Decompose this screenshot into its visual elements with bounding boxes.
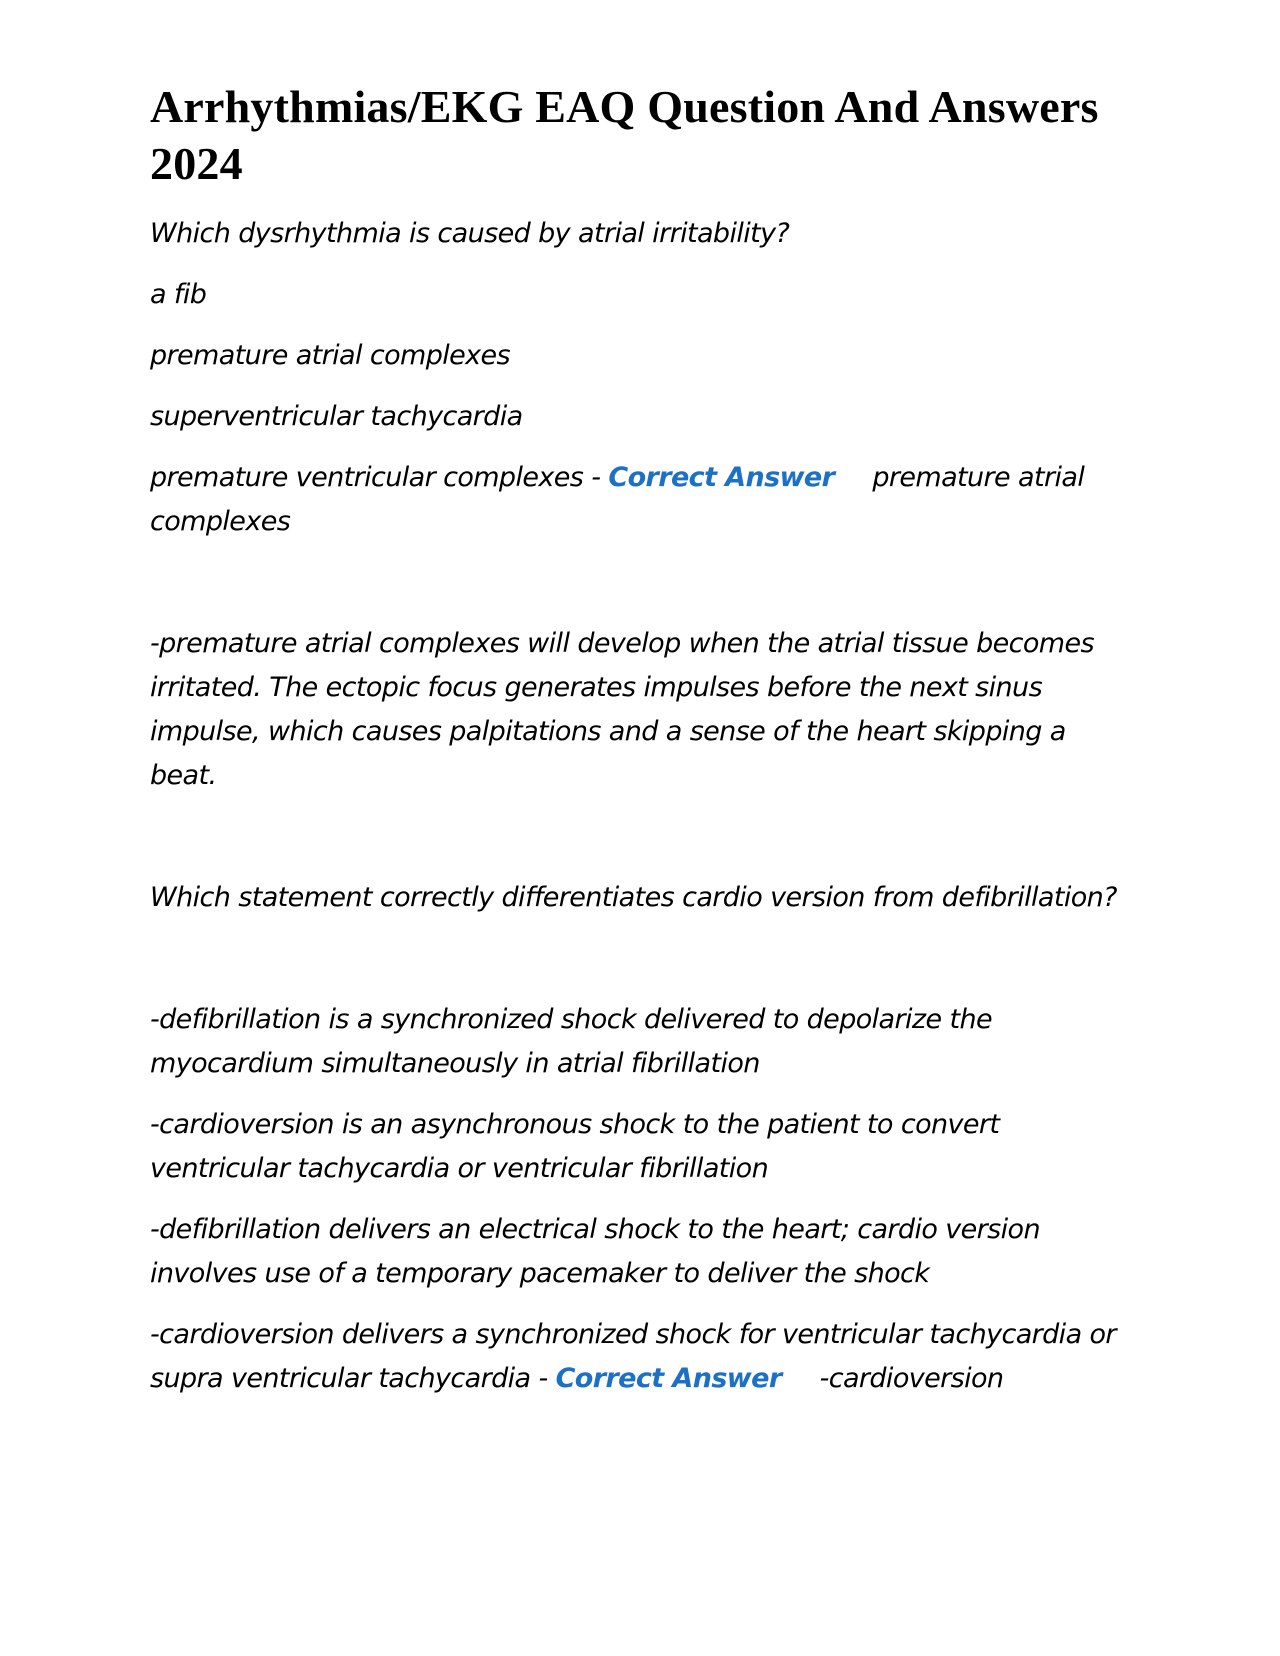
answer-option: -defibrillation delivers an electrical shock to the heart; cardio version involves use of a temporary pacemaker to deliver the shock [150, 1214, 1040, 1289]
question-block-1 [150, 212, 1130, 798]
correct-answer-label: Correct Answer [555, 1363, 782, 1394]
answer-option-text: premature ventricular complexes - [150, 462, 609, 493]
answer-option-text: -cardioversion delivers a synchronized shock for ventricular tachycardia or supra ventricular tachycardia - [150, 1319, 1116, 1394]
correct-answer-text: -cardioversion [819, 1363, 1004, 1394]
correct-answer-text: premature atrial complexes [150, 462, 1085, 537]
question-block-2 [150, 876, 1130, 1401]
document-title: Arrhythmias/EKG EAQ Question And Answers 2024 [150, 81, 1099, 189]
rationale-text: -premature atrial complexes will develop when the atrial tissue becomes irritated. The ectopic focus generates impulses before the next sinus impulse, which causes palpitations and a sense of the heart skipping a beat. [150, 628, 1094, 791]
question-text: Which dysrhythmia is caused by atrial irritability? [150, 218, 790, 249]
answer-option: premature atrial complexes [150, 340, 511, 371]
question-text: Which statement correctly differentiates cardio version from defibrillation? [150, 882, 1117, 913]
answer-option-with-correct-answer [150, 1313, 1130, 1401]
document-page [150, 78, 1130, 1418]
answer-option-with-correct-answer [150, 456, 1130, 544]
answer-option: -cardioversion is an asynchronous shock to the patient to convert ventricular tachycardia or ventricular fibrillation [150, 1109, 1000, 1184]
answer-option: superventricular tachycardia [150, 401, 523, 432]
answer-option: -defibrillation is a synchronized shock delivered to depolarize the myocardium simultaneously in atrial fibrillation [150, 1004, 992, 1079]
correct-answer-label: Correct Answer [608, 462, 835, 493]
answer-option: a fib [150, 279, 207, 310]
